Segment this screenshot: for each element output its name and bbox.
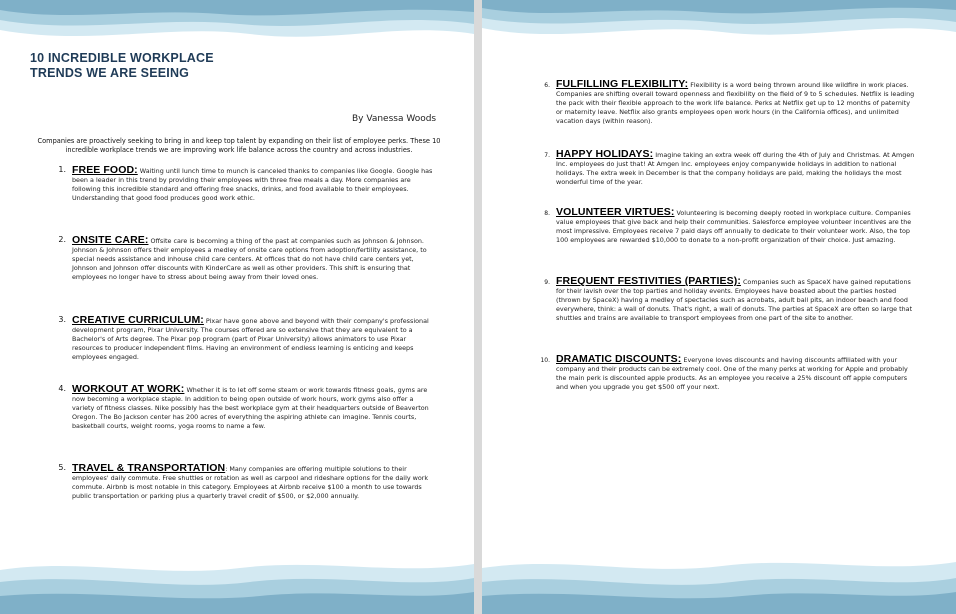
item-text: Everyone loves discounts and having discounts affiliated with your company and their products can be extremely cool. One of the many perks at working for Apple and probably the main perk is discounted apple products. As an employee you receive a 25% discount off apple computers and when you upgrade you get $500 off your next. [556, 356, 908, 391]
list-number: 5. [58, 463, 66, 472]
item-heading: FULFILLING FLEXIBILITY: [556, 78, 689, 90]
list-item-volunteer-virtues [544, 206, 918, 245]
list-number: 8. [544, 210, 550, 217]
list-item-happy-holidays [544, 148, 918, 187]
list-number: 4. [58, 384, 66, 393]
top-wave-decoration [482, 0, 956, 60]
list-number: 6. [544, 82, 550, 89]
bottom-wave-decoration [482, 552, 956, 614]
list-item-onsite-care [58, 234, 434, 282]
item-heading: DRAMATIC DISCOUNTS: [556, 353, 682, 365]
item-text: Volunteering is becoming deeply rooted in workplace culture. Companies value employees that give back and help their communities. Salesforce employee volunteer incentives are the most impressive. Employees receive 7 paid days off annually to dedicate to their volunteer work. Also, the top 100 employees are rewarded $10,000 to donate to a non-profit organization of their choice. Just amazing. [556, 209, 912, 244]
list-item-fulfilling-flexibility [544, 78, 918, 126]
item-text: Imagine taking an extra week off during the 4th of July and Christmas. At Amgen Inc. employees do just that! At Amgen Inc. employees enjoy companywide holidays in addition to national holidays. The extra week in December is that the company holidays are paid, making the holidays the most wonderful time of the year. [556, 151, 915, 186]
list-number: 7. [544, 152, 550, 159]
item-heading: CREATIVE CURRICULUM: [72, 314, 204, 326]
item-text: Pixar have gone above and beyond with their company's professional development program, Pixar University. The courses offered are so extensive that they are equivalent to a Bachelor's of Arts degree. The Pixar pop program (part of Pixar University) allows animators to use Pixar resources to producer independent films. Having an environment of endless learning is enticing and keeps employees engaged. [72, 317, 429, 361]
item-heading: WORKOUT AT WORK: [72, 383, 185, 395]
item-text: Waiting until lunch time to munch is canceled thanks to companies like Google. Google has been a leader in this trend by providing their employees with three free meals a day. More companies are following this incredible standard and offering free snacks, drinks, and food available to their employees. Understanding that good food produces good work ethic. [72, 167, 433, 202]
list-item-travel-transportation [58, 462, 434, 501]
item-text: : Many companies are offering multiple solutions to their employees' daily commute. Free shuttles or rotation as well as carpool and rideshare options for the daily work commute. Airbnb is most notable in this category. Employees at Airbnb receive $100 a month to use towards public transportation or parking plus a quarterly travel credit of $500, or $2,000 annually. [72, 465, 429, 500]
title-line-1: 10 INCREDIBLE WORKPLACE [30, 51, 214, 65]
bottom-wave-decoration [0, 552, 474, 614]
list-number: 9. [544, 279, 550, 286]
item-heading: FREQUENT FESTIVITIES (PARTIES): [556, 275, 741, 287]
list-number: 2. [58, 235, 66, 244]
item-text: Flexibility is a word being thrown around like wildfire in work places. Companies are shifting overall toward openness and flexibility on the field of 9 to 5 schedules. Netflix is leading the pack with their flexible approach to the work life balance. Perks at Netflix get up to 12 months of paternity or maternity leave. Netflix also grants employees open work hours (in the California offices), and unlimited vacation days (within reason). [556, 81, 915, 125]
list-number: 1. [58, 165, 66, 174]
item-heading: VOLUNTEER VIRTUES: [556, 206, 675, 218]
document-title [30, 51, 214, 81]
list-item-dramatic-discounts [540, 353, 918, 392]
item-text: Companies such as SpaceX have gained reputations for their lavish over the top parties and holiday events. Employees have boasted about the parties hosted (thrown by SpaceX) having a medley of spectacles such as acrobats, adult ball pits, an indoor beach and food everywhere, think: a wall of donuts. That's right, a wall of donuts. The parties at SpaceX are often so large that shuttles and trains are available to transport employees from one part of the site to another. [556, 278, 913, 322]
list-item-free-food [58, 164, 434, 203]
title-line-2: TRENDS WE ARE SEEING [30, 66, 190, 80]
item-heading: HAPPY HOLIDAYS: [556, 148, 654, 160]
author-byline: By Vanessa Woods [352, 114, 437, 124]
list-number: 3. [58, 315, 66, 324]
item-heading: FREE FOOD: [72, 164, 138, 176]
list-number: 10. [540, 357, 550, 364]
item-text: Offsite care is becoming a thing of the past at companies such as Johnson & Johnson. Johnson & Johnson offers their employees a medley of onsite care options from adoption/fertility assistance, to special needs assistance and inhouse child care centers. At offices that do not have child care centers yet, Johnson and Johnson offer discounts with KinderCare as well as other providers. This shift is ensuring that employees no longer have to stress about being away from their loved ones. [72, 237, 427, 281]
intro-paragraph: Companies are proactively seeking to bring in and keep top talent by expanding on their list of employee perks. These 10 incredible workplace trends we are improving work life balance across the country and across industries. [37, 137, 441, 154]
item-heading: ONSITE CARE: [72, 234, 149, 246]
document-page-1 [0, 0, 474, 614]
list-item-frequent-festivities [544, 275, 918, 323]
list-item-creative-curriculum [58, 314, 434, 362]
item-text: Whether it is to let off some steam or work towards fitness goals, gyms are now becoming a workplace staple. In addition to being open outside of work hours, work gyms also offer a variety of fitness classes. Nike possibly has the best workplace gym at their headquarters outside of Beaverton Oregon. The Bo Jackson center has 200 acres of everything the aspiring athlete can imagine. Tennis courts, basketball courts, weight rooms, yoga rooms to name a few. [72, 386, 429, 430]
list-item-workout-at-work [58, 383, 434, 431]
item-heading: TRAVEL & TRANSPORTATION [72, 462, 226, 474]
